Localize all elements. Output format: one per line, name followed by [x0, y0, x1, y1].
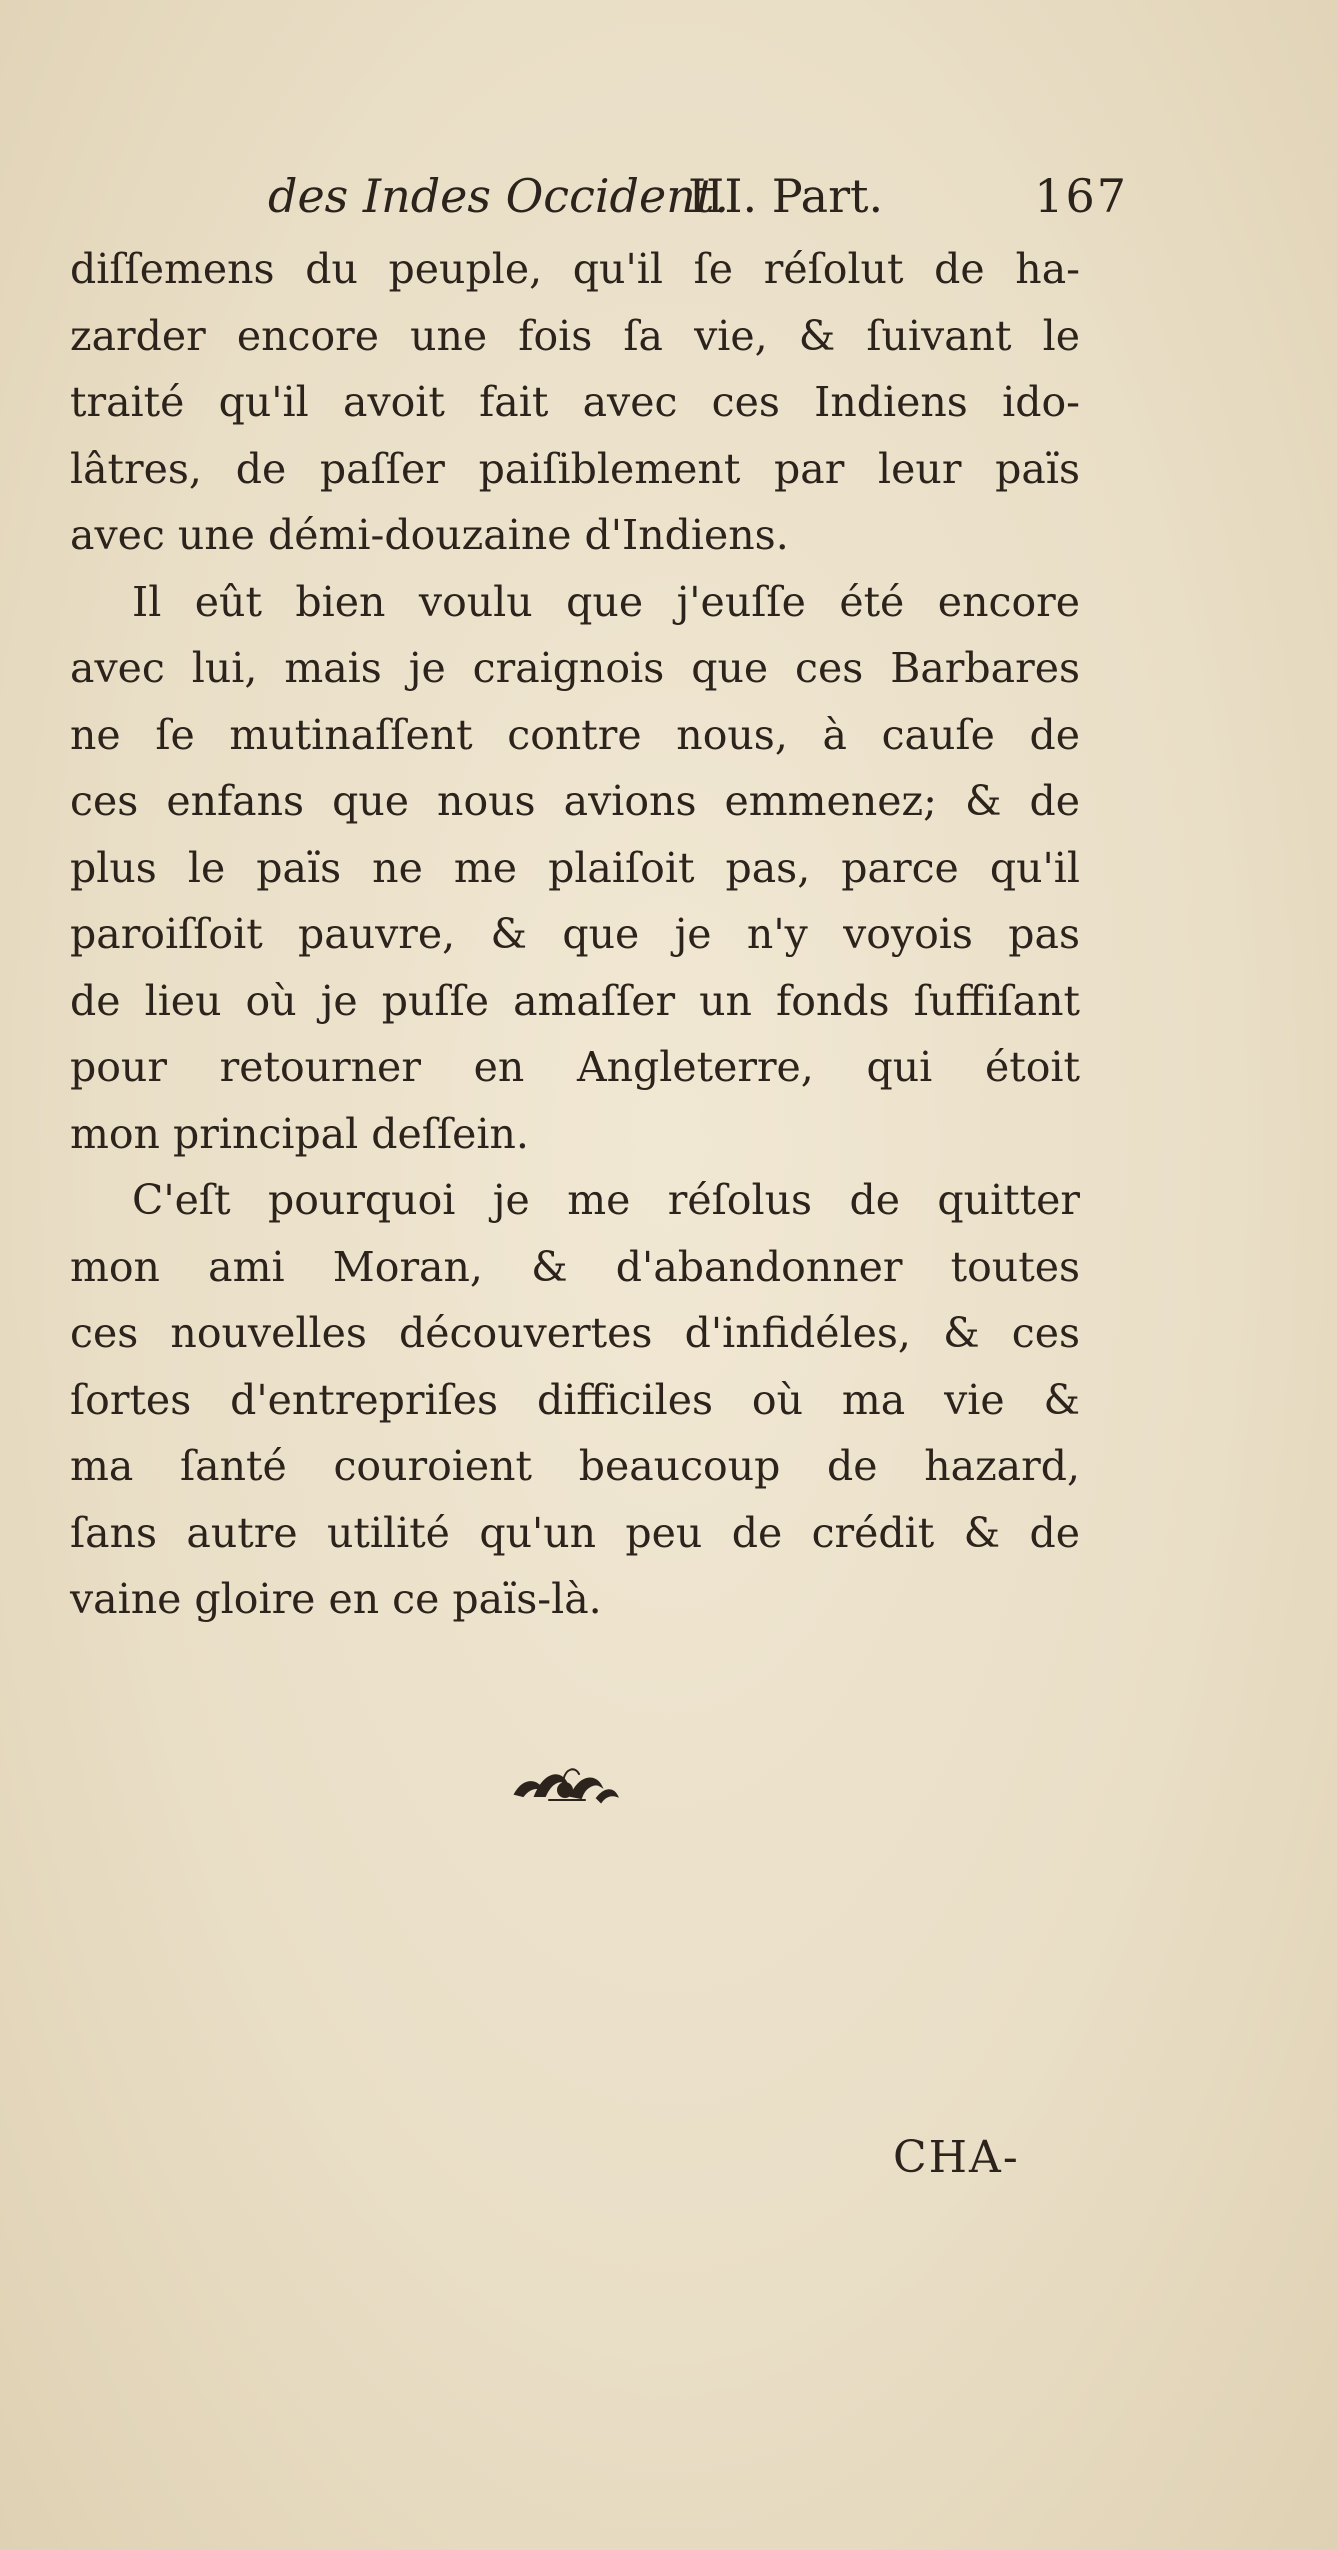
page-number: 167: [1034, 169, 1128, 223]
text-line: mon ami Moran, & d'abandonner toutes: [70, 1242, 1080, 1291]
part-label: III. Part.: [688, 169, 884, 223]
text-line: avec une démi-douzaine d'Indiens.: [70, 511, 789, 559]
text-line: ſortes d'entrepriſes difficiles où ma vie &: [70, 1375, 1080, 1424]
running-header: [268, 166, 1128, 226]
text-line: plus le païs ne me plaiſoit pas, parce qu'il: [70, 843, 1080, 892]
text-line: ne ſe mutinaſſent contre nous, à cauſe de: [70, 710, 1080, 759]
text-line: traité qu'il avoit fait avec ces Indiens ido-: [70, 378, 1080, 426]
text-line: Il eût bien voulu que j'euſſe été encore: [132, 577, 1080, 626]
text-line: ces enfans que nous avions emmenez; & de: [70, 777, 1080, 825]
text-line: ſans autre utilité qu'un peu de crédit & de: [70, 1508, 1080, 1557]
text-line: de lieu où je puſſe amaſſer un fonds ſuffiſant: [70, 976, 1080, 1025]
text-line: ma ſanté couroient beaucoup de hazard,: [70, 1442, 1080, 1490]
fleuron-ornament-icon: [505, 1760, 625, 1810]
text-line: mon principal deſſein.: [70, 1109, 529, 1158]
text-line: zarder encore une fois ſa vie, & ſuivant le: [70, 311, 1080, 360]
text-line: pour retourner en Angleterre, qui étoit: [70, 1043, 1080, 1091]
body-text: [70, 236, 1080, 1633]
text-line: lâtres, de paſſer paiſiblement par leur païs: [70, 444, 1080, 493]
text-line: paroiſſoit pauvre, & que je n'y voyois pas: [70, 910, 1080, 958]
text-line: diſſemens du peuple, qu'il ſe réſolut de ha-: [70, 245, 1080, 293]
text-line: C'eſt pourquoi je me réſolus de quitter: [132, 1176, 1080, 1224]
text-line: vaine gloire en ce païs-là.: [70, 1575, 602, 1623]
catchword: CHA-: [893, 2132, 1020, 2183]
running-title: des Indes Occident.: [268, 169, 729, 223]
text-line: ces nouvelles découvertes d'infidéles, & ces: [70, 1309, 1080, 1357]
text-line: avec lui, mais je craignois que ces Barbares: [70, 644, 1080, 692]
